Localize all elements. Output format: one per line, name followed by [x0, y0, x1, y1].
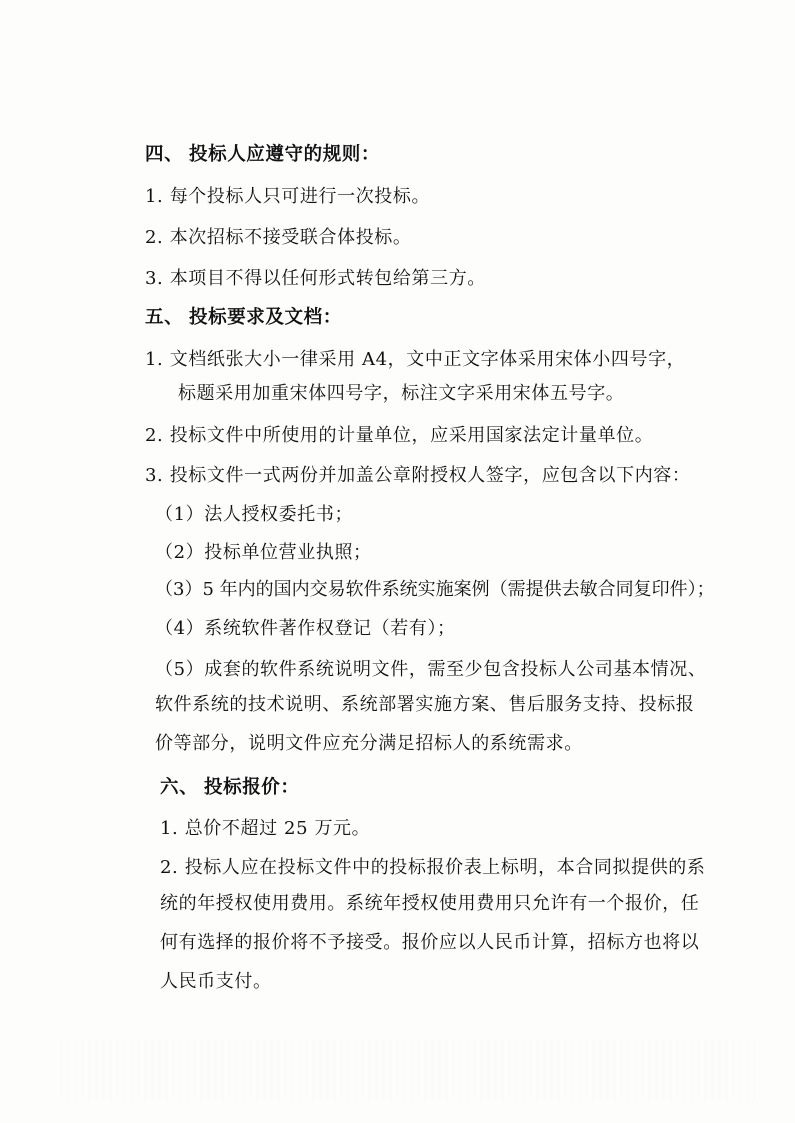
section-6-item-2-cont-3: 人民币支付。: [160, 971, 272, 992]
section-4-number: 四、: [145, 144, 184, 165]
section-5-subitem-5: （5）成套的软件系统说明文件，需至少包含投标人公司基本情况、: [155, 659, 707, 680]
section-4-heading: [145, 143, 380, 167]
section-5-item-2: 2. 投标文件中所使用的计量单位，应采用国家法定计量单位。: [145, 425, 654, 446]
section-5-subitem-5-cont-1: 软件系统的技术说明、系统部署实施方案、售后服务支持、投标报: [155, 694, 695, 715]
section-6-title: 投标报价：: [204, 777, 300, 798]
section-5-subitem-1: （1）法人授权委托书；: [155, 504, 354, 525]
section-5-subitem-2: （2）投标单位营业执照；: [155, 542, 372, 563]
section-4-item-1: 1. 每个投标人只可进行一次投标。: [145, 186, 431, 207]
section-5-number: 五、: [145, 307, 184, 328]
scan-bleed-through: [60, 1040, 755, 1100]
section-5-subitem-4: （4）系统软件著作权登记（若有）；: [155, 618, 456, 639]
section-5-item-1: 1. 文档纸张大小一律采用 A4，文中正文字体采用宋体小四号字，: [145, 349, 686, 370]
section-5-title: 投标要求及文档：: [189, 307, 342, 328]
section-4-item-3: 3. 本项目不得以任何形式转包给第三方。: [145, 268, 486, 289]
section-6-heading: [160, 776, 300, 800]
section-4-title: 投标人应遵守的规则：: [189, 144, 381, 165]
section-5-subitem-3: （3）5 年内的国内交易软件系统实施案例（需提供去敏合同复印件）；: [155, 579, 715, 600]
section-5-item-3: 3. 投标文件一式两份并加盖公章附授权人签字，应包含以下内容：: [145, 465, 691, 486]
section-6-item-1: 1. 总价不超过 25 万元。: [160, 818, 371, 839]
section-4-item-2: 2. 本次招标不接受联合体投标。: [145, 227, 412, 248]
section-6-number: 六、: [160, 777, 199, 798]
section-5-heading: [145, 306, 342, 330]
section-5-item-1-cont: 标题采用加重宋体四号字，标注文字采用宋体五号字。: [178, 383, 625, 404]
section-5-subitem-5-cont-2: 价等部分，说明文件应充分满足招标人的系统需求。: [155, 733, 583, 754]
section-6-item-2-cont-1: 统的年授权使用费用。系统年授权使用费用只允许有一个报价，任: [160, 893, 700, 914]
section-6-item-2-cont-2: 何有选择的报价将不予接受。报价应以人民币计算，招标方也将以: [160, 932, 700, 953]
section-6-item-2: 2. 投标人应在投标文件中的投标报价表上标明，本合同拟提供的系: [160, 857, 706, 878]
